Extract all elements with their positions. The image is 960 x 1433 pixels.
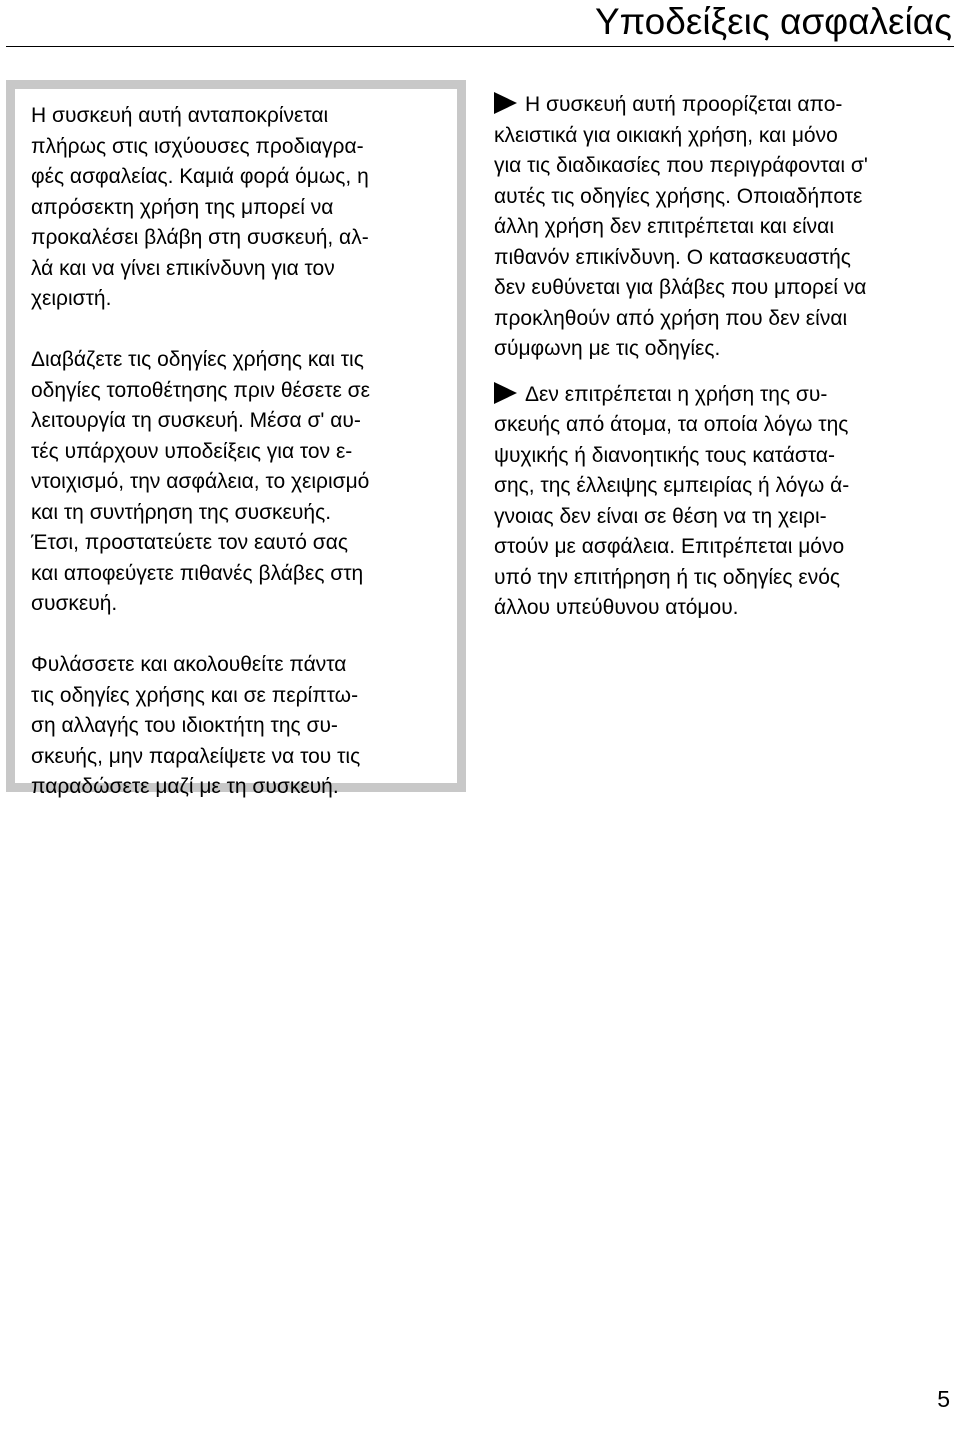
text-line: άλλη χρήση δεν επιτρέπεται και είναι	[494, 215, 834, 238]
text-line: υπό την επιτήρηση ή τις οδηγίες ενός	[494, 565, 841, 589]
text-line: και τη συντήρηση της συσκευής.	[31, 500, 332, 524]
text-line: δεν ευθύνεται για βλάβες που μπορεί να	[494, 276, 867, 299]
text-line: σύμφωνη με τις οδηγίες.	[494, 337, 721, 360]
text-line: άλλου υπεύθυνου ατόμου.	[494, 596, 739, 619]
text-line: λά και να γίνει επικίνδυνη για τον	[31, 256, 335, 280]
text-line: προκληθούν από χρήση που δεν είναι	[494, 306, 848, 330]
page-header	[0, 0, 960, 50]
text-line: απρόσεκτη χρήση της μπορεί να	[31, 195, 334, 219]
note-paragraph	[31, 345, 451, 620]
warnings-column	[494, 90, 954, 624]
safety-note-text	[31, 101, 451, 803]
text-line: συσκευή.	[31, 592, 118, 615]
text-line: χειριστή.	[31, 287, 112, 310]
text-line	[494, 380, 954, 411]
text-line: Η συσκευή αυτή ανταποκρίνεται	[31, 104, 329, 127]
text-line: σκευής, μην παραλείψετε να του τις	[31, 744, 361, 768]
warning-item	[494, 380, 954, 624]
text-line: παραδώσετε μαζί με τη συσκευή.	[31, 775, 339, 798]
text-line-content: Η συσκευή αυτή προορίζεται απο-	[525, 93, 843, 116]
text-line: ψυχικής ή διανοητικής τους κατάστα-	[494, 443, 835, 467]
arrow-right-icon	[494, 382, 517, 404]
text-line: γνοιας δεν είναι σε θέση να τη χειρι-	[494, 504, 827, 528]
header-divider	[6, 46, 954, 47]
text-line: πιθανόν επικίνδυνη. Ο κατασκευαστής	[494, 245, 851, 269]
text-line-content: Δεν επιτρέπεται η χρήση της συ-	[525, 382, 828, 406]
page-number: 5	[937, 1386, 950, 1412]
text-line: Φυλάσσετε και ακολουθείτε πάντα	[31, 653, 347, 676]
text-line: τις οδηγίες χρήσης και σε περίπτω-	[31, 683, 359, 707]
text-line: προκαλέσει βλάβη στη συσκευή, αλ-	[31, 226, 369, 249]
safety-note-box	[6, 80, 466, 798]
text-line: και αποφεύγετε πιθανές βλάβες στη	[31, 561, 364, 585]
note-paragraph	[31, 101, 451, 315]
text-line: ση αλλαγής του ιδιοκτήτη της συ-	[31, 714, 338, 737]
text-line: αυτές τις οδηγίες χρήσης. Οποιαδήποτε	[494, 184, 863, 208]
text-line: τές υπάρχουν υποδείξεις για τον ε-	[31, 439, 353, 463]
text-line: σκευής από άτομα, τα οποία λόγω της	[494, 413, 849, 436]
text-line: στούν με ασφάλεια. Επιτρέπεται μόνο	[494, 535, 845, 558]
text-line: Έτσι, προστατεύετε τον εαυτό σας	[31, 531, 348, 554]
text-line: οδηγίες τοποθέτησης πριν θέσετε σε	[31, 378, 371, 402]
text-line: πλήρως στις ισχύουσες προδιαγρα-	[31, 134, 364, 158]
text-line: ντοιχισμό, την ασφάλεια, το χειρισμό	[31, 470, 370, 493]
text-line	[494, 90, 954, 121]
text-line: φές ασφαλείας. Καμιά φορά όμως, η	[31, 165, 369, 188]
text-line: για τις διαδικασίες που περιγράφονται σ'	[494, 154, 868, 177]
text-line: κλειστικά για οικιακή χρήση, και μόνο	[494, 123, 838, 147]
text-line: λειτουργία τη συσκευή. Μέσα σ' αυ-	[31, 409, 361, 432]
page-title: Υποδείξεις ασφαλείας	[594, 1, 952, 42]
warning-item	[494, 90, 954, 365]
text-line: σης, της έλλειψης εμπειρίας ή λόγω ά-	[494, 474, 850, 497]
text-line: Διαβάζετε τις οδηγίες χρήσης και τις	[31, 348, 364, 371]
arrow-right-icon	[494, 92, 517, 114]
note-paragraph	[31, 650, 451, 803]
